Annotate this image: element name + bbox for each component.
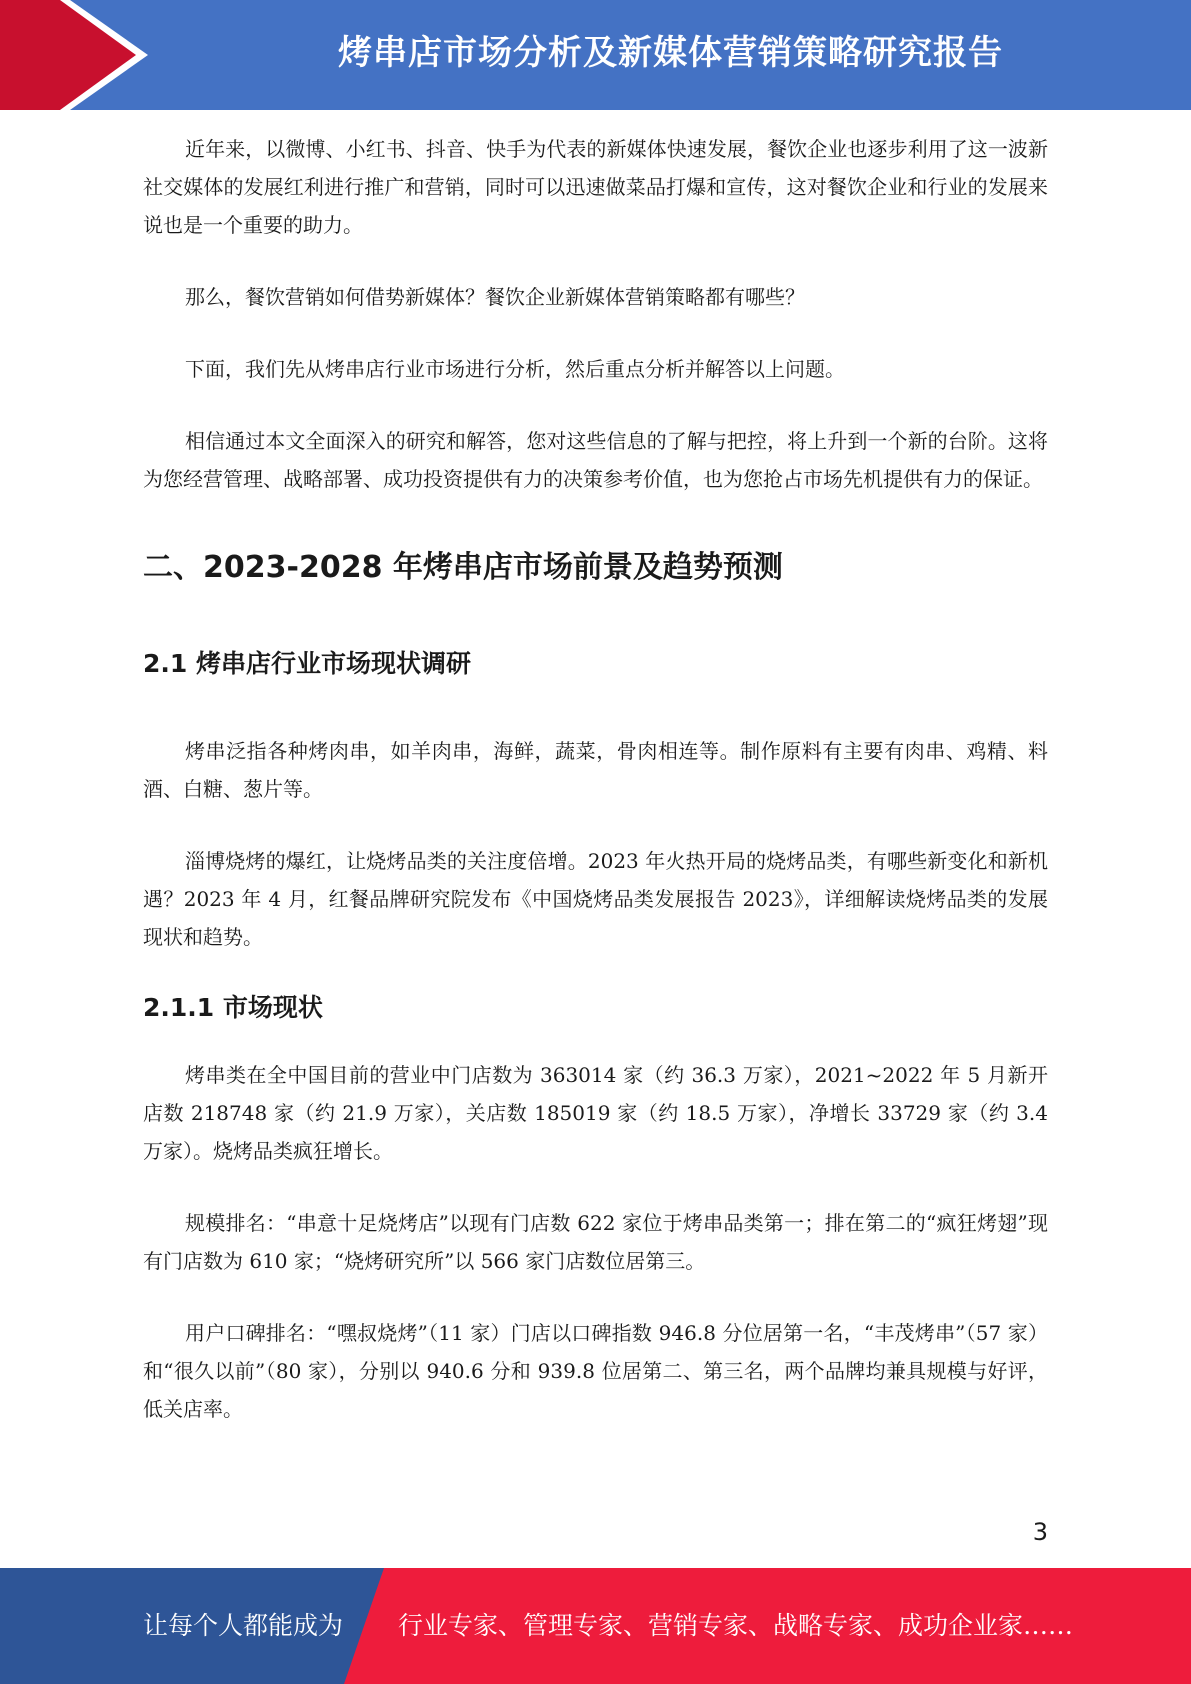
body-paragraph: 规模排名：“串意十足烧烤店”以现有门店数 622 家位于烤串品类第一；排在第二的“疯狂烤翅”现有门店数为 610 家；“烧烤研究所”以 566 家门店数位居第三。 xyxy=(143,1211,1048,1273)
intro-paragraph: 相信通过本文全面深入的研究和解答，您对这些信息的了解与把控，将上升到一个新的台阶。这将为您经营管理、战略部署、成功投资提供有力的决策参考价值，也为您抢占市场先机提供有力的保证。 xyxy=(143,429,1048,491)
body-paragraph: 烤串类在全中国目前的营业中门店数为 363014 家（约 36.3 万家），2021~2022 年 5 月新开店数 218748 家（约 21.9 万家），关店数 185019 家（约 18.5 万家），净增长 33729 家（约 3.4 万家）。烧烤品类疯狂增长。 xyxy=(143,1063,1048,1163)
intro-paragraph: 近年来，以微博、小红书、抖音、快手为代表的新媒体快速发展，餐饮企业也逐步利用了这一波新社交媒体的发展红利进行推广和营销，同时可以迅速做菜品打爆和宣传，这对餐饮企业和行业的发展来说也是一个重要的助力。 xyxy=(143,137,1048,237)
subsection-heading: 2.1 烤串店行业市场现状调研 xyxy=(143,649,471,678)
page-number: 3 xyxy=(1032,1518,1048,1546)
body-paragraph: 烤串泛指各种烤肉串，如羊肉串，海鲜，蔬菜，骨肉相连等。制作原料有主要有肉串、鸡精、料酒、白糖、葱片等。 xyxy=(143,739,1048,801)
body-paragraph: 淄博烧烤的爆红，让烧烤品类的关注度倍增。2023 年火热开局的烧烤品类，有哪些新变化和新机遇？2023 年 4 月，红餐品牌研究院发布《中国烧烤品类发展报告 2023》，详细解读烧烤品类的发展现状和趋势。 xyxy=(143,849,1048,949)
page-footer xyxy=(0,1568,1191,1684)
footer-slogan-right: 行业专家、管理专家、营销专家、战略专家、成功企业家…… xyxy=(398,1611,1074,1640)
intro-paragraph: 那么，餐饮营销如何借势新媒体？餐饮企业新媒体营销策略都有哪些？ xyxy=(185,285,805,309)
subsubsection-heading: 2.1.1 市场现状 xyxy=(143,993,323,1022)
intro-paragraph: 下面，我们先从烤串店行业市场进行分析，然后重点分析并解答以上问题。 xyxy=(185,357,845,381)
report-title: 烤串店市场分析及新媒体营销策略研究报告 xyxy=(338,33,1003,73)
section-heading: 二、2023-2028 年烤串店市场前景及趋势预测 xyxy=(143,550,783,585)
footer-slogan-left: 让每个人都能成为 xyxy=(143,1611,344,1640)
page-header xyxy=(0,0,1191,110)
document-body xyxy=(143,130,1048,1462)
body-paragraph: 用户口碑排名：“嘿叔烧烤”（11 家）门店以口碑指数 946.8 分位居第一名，“丰茂烤串”（57 家）和“很久以前”（80 家），分别以 940.6 分和 939.8 位居第二、第三名，两个品牌均兼具规模与好评，低关店率。 xyxy=(143,1321,1048,1421)
